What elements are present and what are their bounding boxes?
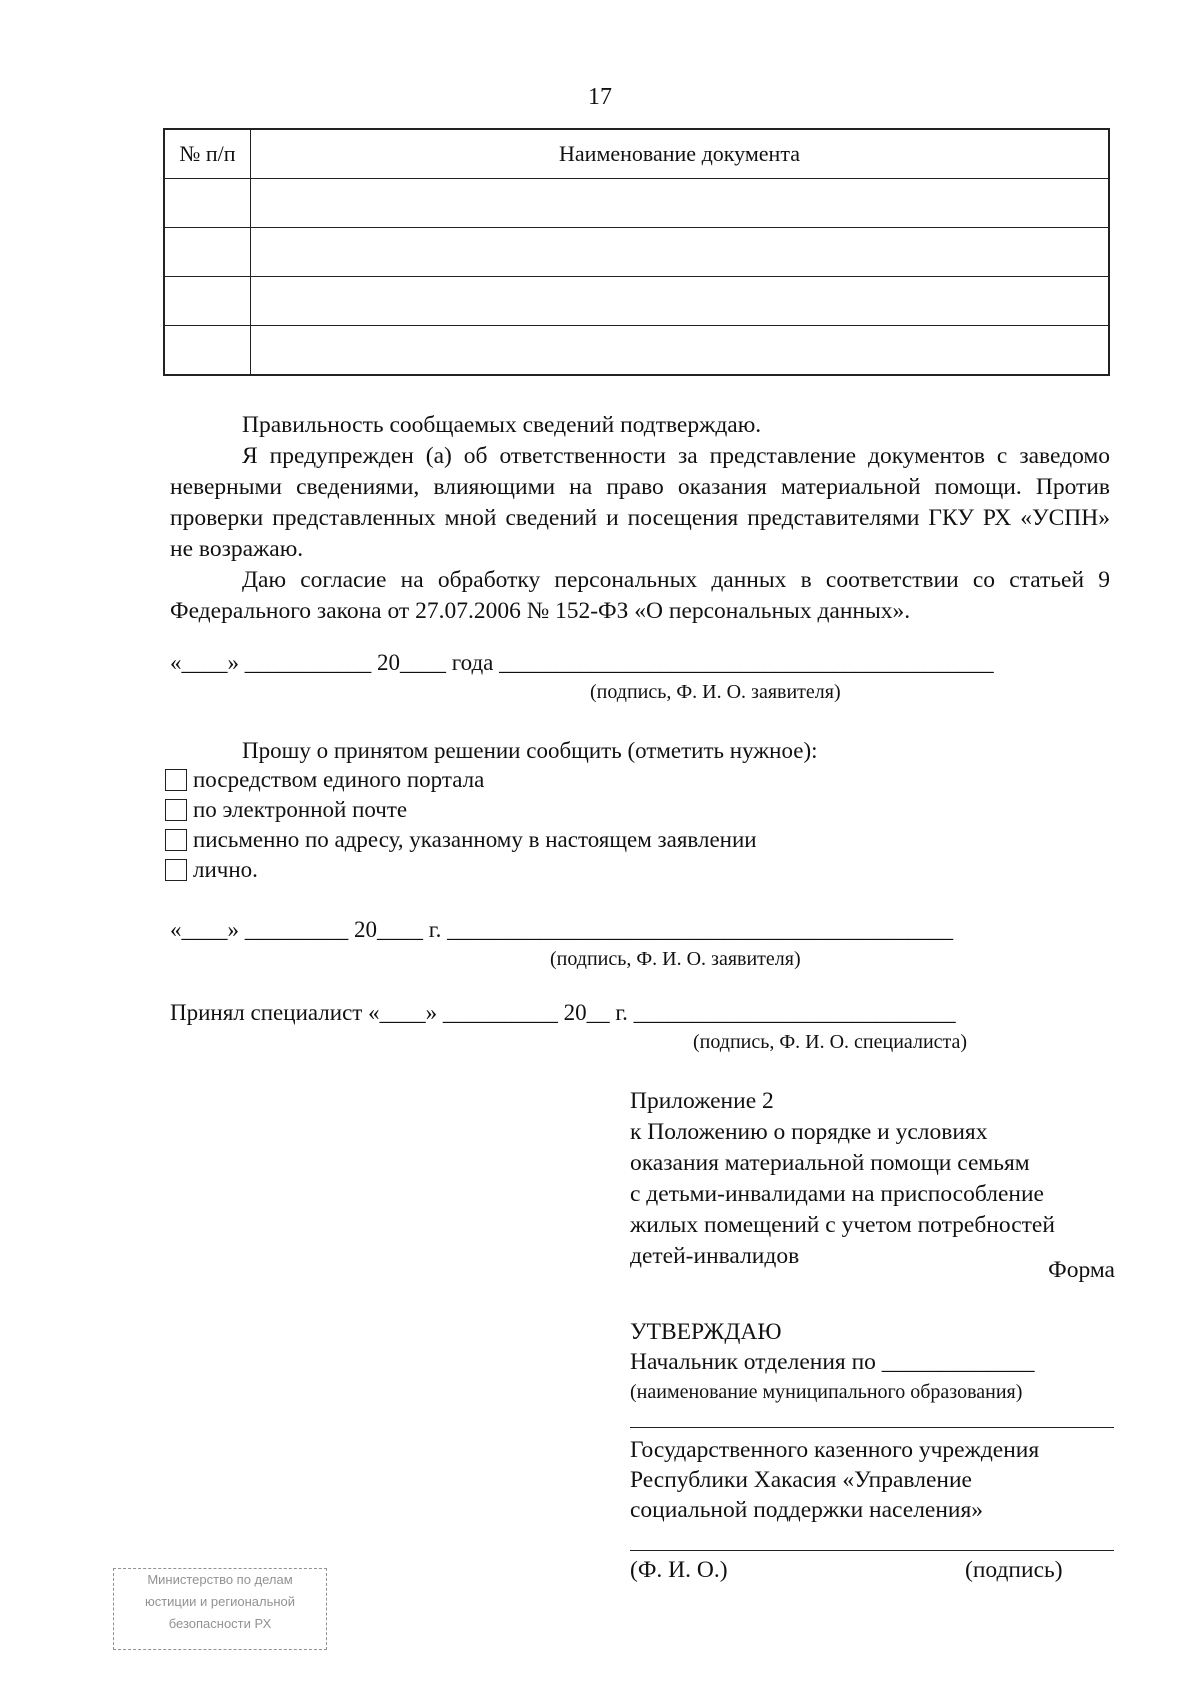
option-label: письменно по адресу, указанному в настоящем заявлении — [193, 827, 757, 852]
consent-paragraph: Даю согласие на обработку персональных данных в соответствии со статьей 9 Федерального закона от 27.07.2006 № 152-ФЗ «О персональных данных». — [170, 567, 1110, 624]
table-cell — [251, 326, 1110, 376]
page-number: 17 — [588, 84, 612, 110]
confirm-paragraph: Правильность сообщаемых сведений подтверждаю. — [242, 412, 762, 438]
statement-block — [170, 410, 1110, 627]
table-row — [164, 277, 1109, 326]
option-in-person[interactable] — [165, 855, 258, 885]
institution-line: социальной поддержки населения» — [630, 1497, 984, 1523]
table-cell — [164, 228, 251, 277]
appendix-block — [630, 1086, 1116, 1272]
table-row — [164, 326, 1109, 376]
option-label: посредством единого портала — [193, 767, 485, 792]
table-row — [164, 228, 1109, 277]
appendix-line: детей-инвалидов — [630, 1243, 800, 1269]
table-cell — [251, 179, 1110, 228]
registration-stamp — [113, 1568, 327, 1650]
institution-line: Государственного казенного учреждения — [630, 1437, 1040, 1463]
approval-fio: (Ф. И. О.) — [630, 1557, 728, 1583]
documents-table — [163, 128, 1110, 376]
table-header-name: Наименование документа — [251, 129, 1110, 179]
approval-rule — [630, 1427, 1114, 1428]
warned-paragraph: Я предупрежден (а) об ответственности за представление документов с заведомо неверными сведениями, влияющими на право оказания материальной помощи. Против проверки представленных мной сведений и посещения представителями ГКУ РХ «УСПН» не возражаю. — [170, 443, 1110, 562]
option-label: по электронной почте — [193, 797, 408, 822]
stamp-line: юстиции и региональной — [144, 1594, 296, 1609]
appendix-line: оказания материальной помощи семьям — [630, 1150, 1030, 1176]
stamp-line: безопасности РХ — [168, 1616, 272, 1631]
approval-municipality-caption: (наименование муниципального образования) — [630, 1381, 1023, 1403]
approval-institution — [630, 1435, 1116, 1525]
appendix-line: к Положению о порядке и условиях — [630, 1119, 988, 1145]
signature-line-1: «____» ___________ 20____ года ___________________________________________ — [170, 650, 994, 675]
signature-line-2: «____» _________ 20____ г. ____________________________________________ — [170, 917, 954, 942]
signature-caption-1: (подпись, Ф. И. О. заявителя) — [590, 681, 841, 703]
approval-signature: (подпись) — [965, 1557, 1063, 1583]
appendix-line: с детьми-инвалидами на приспособление — [630, 1181, 1044, 1207]
checkbox[interactable] — [165, 829, 187, 851]
table-row — [164, 179, 1109, 228]
appendix-line: жилых помещений с учетом потребностей — [630, 1212, 1055, 1238]
appendix-title: Приложение 2 — [630, 1088, 774, 1114]
table-cell — [251, 277, 1110, 326]
table-cell — [251, 228, 1110, 277]
option-email[interactable] — [165, 795, 407, 825]
form-label: Форма — [1048, 1257, 1115, 1283]
table-header-row — [164, 129, 1109, 179]
table-cell — [164, 277, 251, 326]
checkbox[interactable] — [165, 859, 187, 881]
notify-prompt: Прошу о принятом решении сообщить (отметить нужное): — [242, 738, 818, 763]
table-cell — [164, 179, 251, 228]
approval-chief: Начальник отделения по _____________ — [630, 1349, 1035, 1375]
checkbox[interactable] — [165, 799, 187, 821]
option-portal[interactable] — [165, 765, 484, 795]
checkbox[interactable] — [165, 769, 187, 791]
table-cell — [164, 326, 251, 376]
option-label: лично. — [193, 857, 258, 882]
option-mail[interactable] — [165, 825, 757, 855]
approval-heading: УТВЕРЖДАЮ — [630, 1319, 782, 1345]
specialist-line: Принял специалист «____» __________ 20__ г. ____________________________ — [170, 1000, 956, 1025]
specialist-caption: (подпись, Ф. И. О. специалиста) — [693, 1031, 968, 1053]
stamp-line: Министерство по делам — [147, 1572, 293, 1587]
table-header-num: № п/п — [164, 129, 251, 179]
signature-caption-2: (подпись, Ф. И. О. заявителя) — [550, 948, 801, 970]
institution-line: Республики Хакасия «Управление — [630, 1467, 972, 1493]
approval-signature-rule — [630, 1550, 1114, 1551]
